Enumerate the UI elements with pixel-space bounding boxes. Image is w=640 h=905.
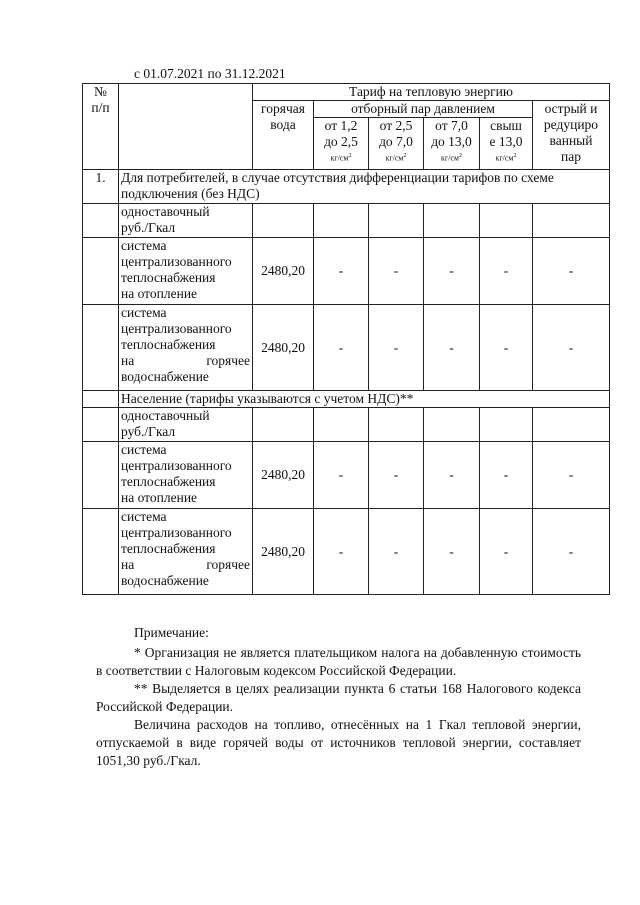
header-empty — [119, 84, 253, 170]
pressure-1-value: - — [314, 442, 369, 509]
period-text: с 01.07.2021 по 31.12.2021 — [134, 66, 286, 81]
header-hot-water: горячая вода — [253, 101, 314, 170]
notes-title: Примечание: — [134, 625, 209, 640]
header-pressure-4: свыш е 13,0 $кг/см^2$ — [480, 118, 533, 170]
pressure-3-value: - — [424, 442, 480, 509]
header-pressure-2: от 2,5 до 7,0 $кг/см^2$ — [369, 118, 424, 170]
section1-title-row — [83, 170, 610, 204]
section2-title: Население (тарифы указываются с учетом НДС)** — [119, 391, 610, 408]
hot-water-value: 2480,20 — [253, 305, 314, 391]
pressure-3-value: - — [424, 305, 480, 391]
header-pressure-1: от 1,2 до 2,5 $кг/см^2$ — [314, 118, 369, 170]
section2-heating-row — [83, 442, 610, 509]
section2-title-row — [83, 391, 610, 408]
hot-water-value: 2480,20 — [253, 442, 314, 509]
single-rate-label: одноставочный руб./Гкал — [119, 204, 253, 238]
hot-water-value: 2480,20 — [253, 509, 314, 595]
sharp-steam-value: - — [533, 305, 610, 391]
header-extraction-steam: отборный пар давлением — [314, 101, 533, 118]
pressure-4-value: - — [480, 509, 533, 595]
header-row-1 — [83, 84, 610, 101]
pressure-4-value: - — [480, 305, 533, 391]
note-2: ** Выделяется в целях реализации пункта 6 статьи 168 Налогового кодекса Российской Федерации. — [96, 681, 581, 714]
note-1: * Организация не является плательщиком налога на добавленную стоимость в соответствии с Налоговым кодексом Российской Федерации. — [96, 645, 581, 678]
section1-hotwater-row — [83, 305, 610, 391]
pressure-1-value: - — [314, 305, 369, 391]
notes-block — [96, 624, 581, 770]
sharp-steam-value: - — [533, 442, 610, 509]
section1-heating-row — [83, 238, 610, 305]
pressure-3-value: - — [424, 238, 480, 305]
hotwater-supply-label: система централизованного теплоснабжения на горячее водоснабжение — [119, 305, 253, 391]
sharp-steam-value: - — [533, 509, 610, 595]
sharp-steam-value: - — [533, 238, 610, 305]
hotwater-supply-label: система централизованного теплоснабжения на горячее водоснабжение — [119, 509, 253, 595]
pressure-1-value: - — [314, 509, 369, 595]
pressure-2-value: - — [369, 238, 424, 305]
section1-title: Для потребителей, в случае отсутствия дифференциации тарифов по схеме подключения (без НДС) — [119, 170, 610, 204]
heating-label: система централизованного теплоснабжения на отопление — [119, 238, 253, 305]
pressure-2-value: - — [369, 305, 424, 391]
header-num: № п/п — [83, 84, 119, 170]
pressure-2-value: - — [369, 442, 424, 509]
pressure-unit: $кг/см^2$ — [495, 153, 517, 163]
pressure-unit: $кг/см^2$ — [330, 153, 352, 163]
section1-num: 1. — [83, 170, 119, 204]
pressure-unit: $кг/см^2$ — [385, 153, 407, 163]
hot-water-value: 2480,20 — [253, 238, 314, 305]
header-sharp-steam: острый и редуциро ванный пар — [533, 101, 610, 170]
section1-single-rate-row — [83, 204, 610, 238]
note-3: Величина расходов на топливо, отнесённых на 1 Гкал тепловой энергии, отпускаемой в виде горячей воды от источников тепловой энергии, составляет 1051,30 руб./Гкал. — [96, 717, 581, 768]
single-rate-label: одноставочный руб./Гкал — [119, 408, 253, 442]
pressure-4-value: - — [480, 238, 533, 305]
pressure-2-value: - — [369, 509, 424, 595]
tariff-table — [82, 83, 610, 595]
heating-label: система централизованного теплоснабжения на отопление — [119, 442, 253, 509]
pressure-3-value: - — [424, 509, 480, 595]
header-tariff-title: Тариф на тепловую энергию — [253, 84, 610, 101]
pressure-4-value: - — [480, 442, 533, 509]
header-pressure-3: от 7,0 до 13,0 $кг/см^2$ — [424, 118, 480, 170]
pressure-1-value: - — [314, 238, 369, 305]
pressure-unit: $кг/см^2$ — [440, 153, 462, 163]
section2-hotwater-row — [83, 509, 610, 595]
section2-single-rate-row — [83, 408, 610, 442]
